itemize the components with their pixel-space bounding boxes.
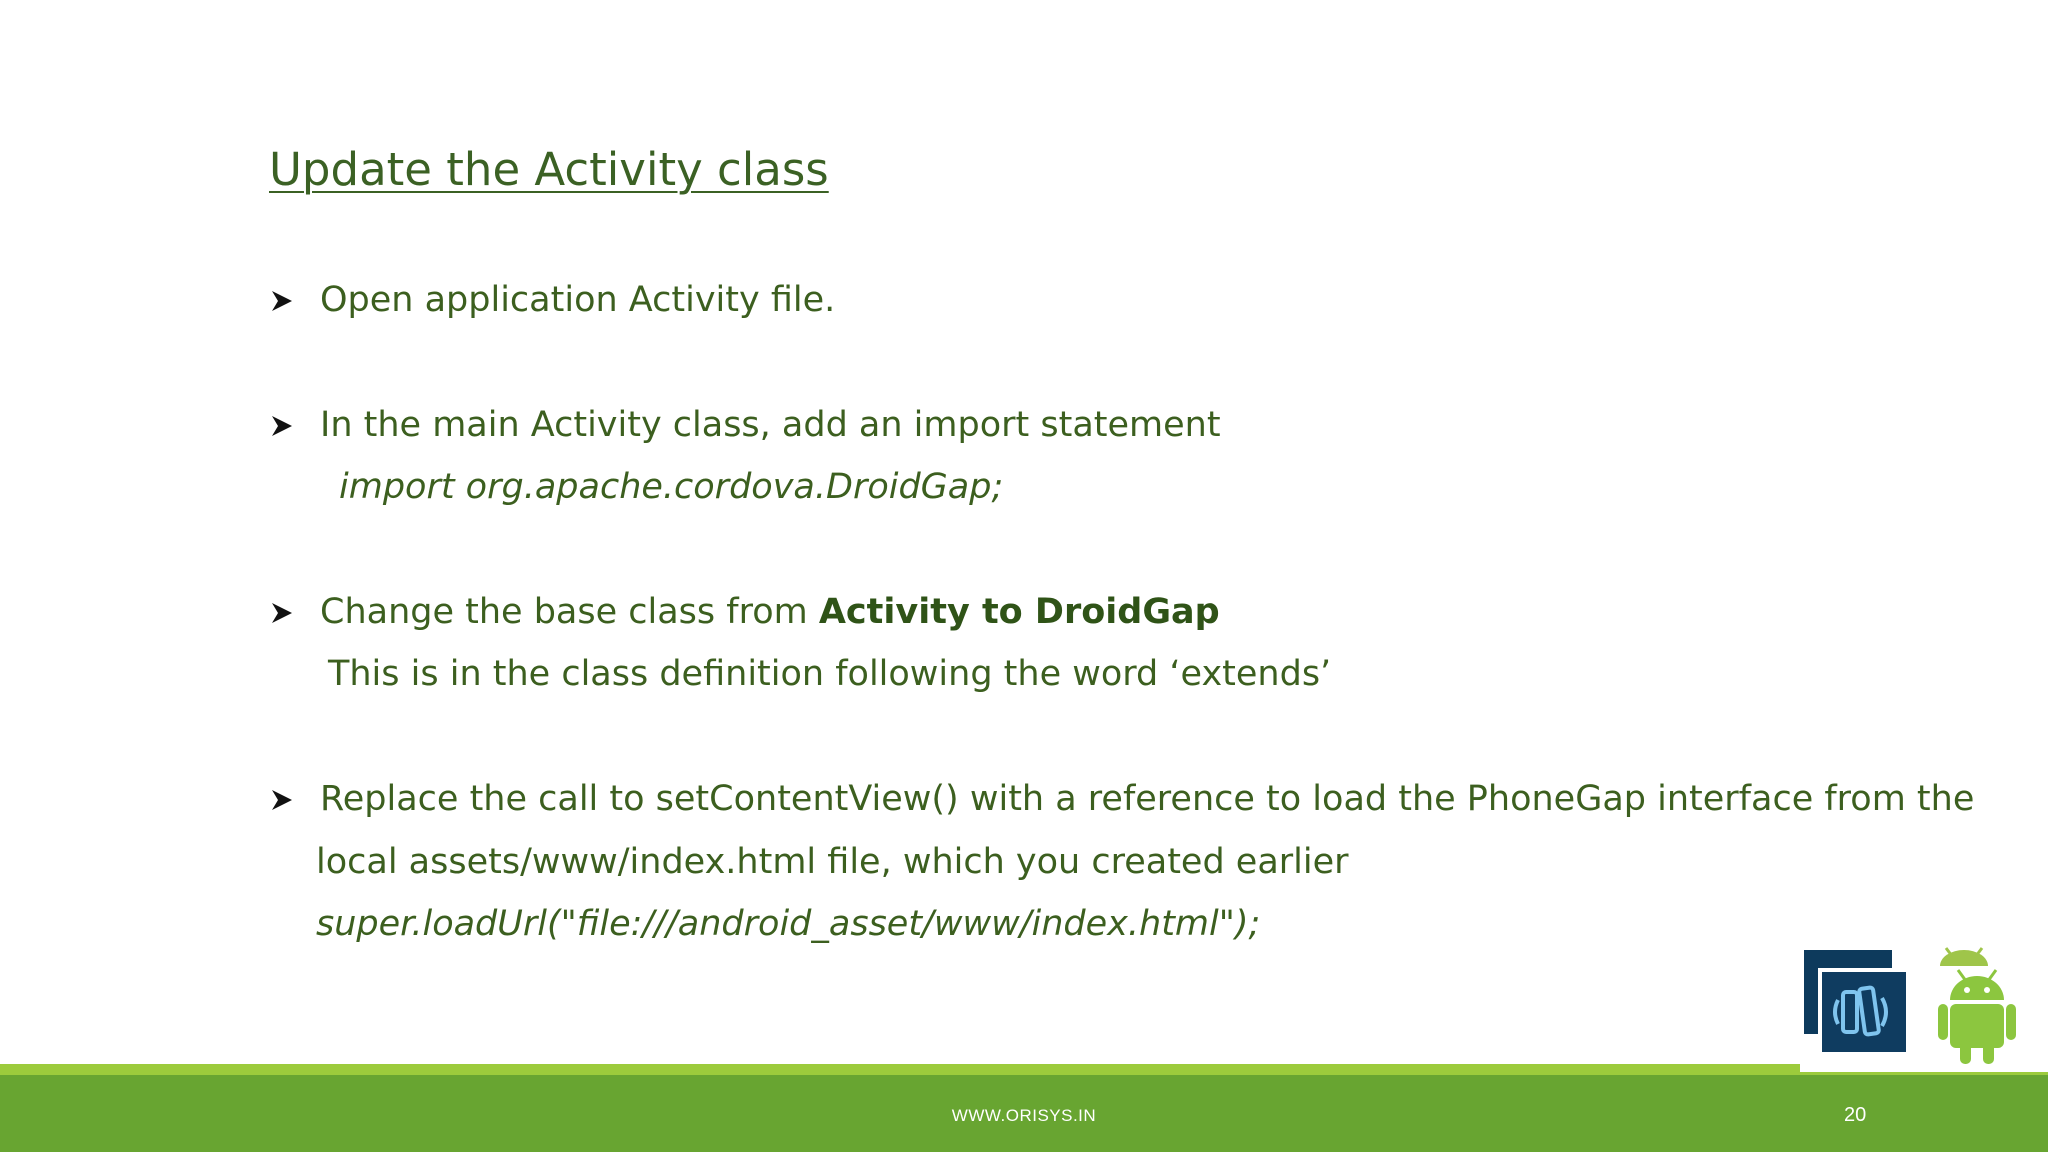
bullet-4-code: super.loadUrl("file:///android_asset/www/index.html"); — [316, 904, 1261, 944]
footer-accent-strip — [0, 1064, 2048, 1075]
bullet-4-text: Replace the call to setContentView() with a reference to load the PhoneGap interface from the — [320, 779, 1975, 819]
arrow-bullet-icon — [270, 289, 294, 313]
page-number: 20 — [1844, 1104, 1867, 1126]
phonegap-logo — [1804, 950, 1906, 1052]
bullet-3-prefix: Change the base class from — [320, 592, 819, 632]
android-logo — [1938, 948, 2016, 1064]
footer-url: WWW.ORISYS.IN — [951, 1106, 1097, 1125]
bullet-3-bold: Activity to DroidGap — [818, 592, 1220, 632]
bullet-2-code: import org.apache.cordova.DroidGap; — [339, 467, 1004, 507]
bullet-3-subtext: This is in the class definition following the word ‘extends’ — [328, 654, 1332, 694]
bullet-3-text — [320, 590, 1220, 634]
arrow-bullet-icon — [270, 601, 294, 625]
bullet-4-subtext: local assets/www/index.html file, which you created earlier — [316, 842, 1349, 882]
arrow-bullet-icon — [270, 414, 294, 438]
slide-title: Update the Activity class — [269, 143, 829, 196]
bullet-1-text: Open application Activity file. — [320, 280, 836, 320]
logo-group — [1800, 940, 2048, 1072]
arrow-bullet-icon — [270, 788, 294, 812]
bullet-2-text: In the main Activity class, add an import statement — [320, 405, 1221, 445]
